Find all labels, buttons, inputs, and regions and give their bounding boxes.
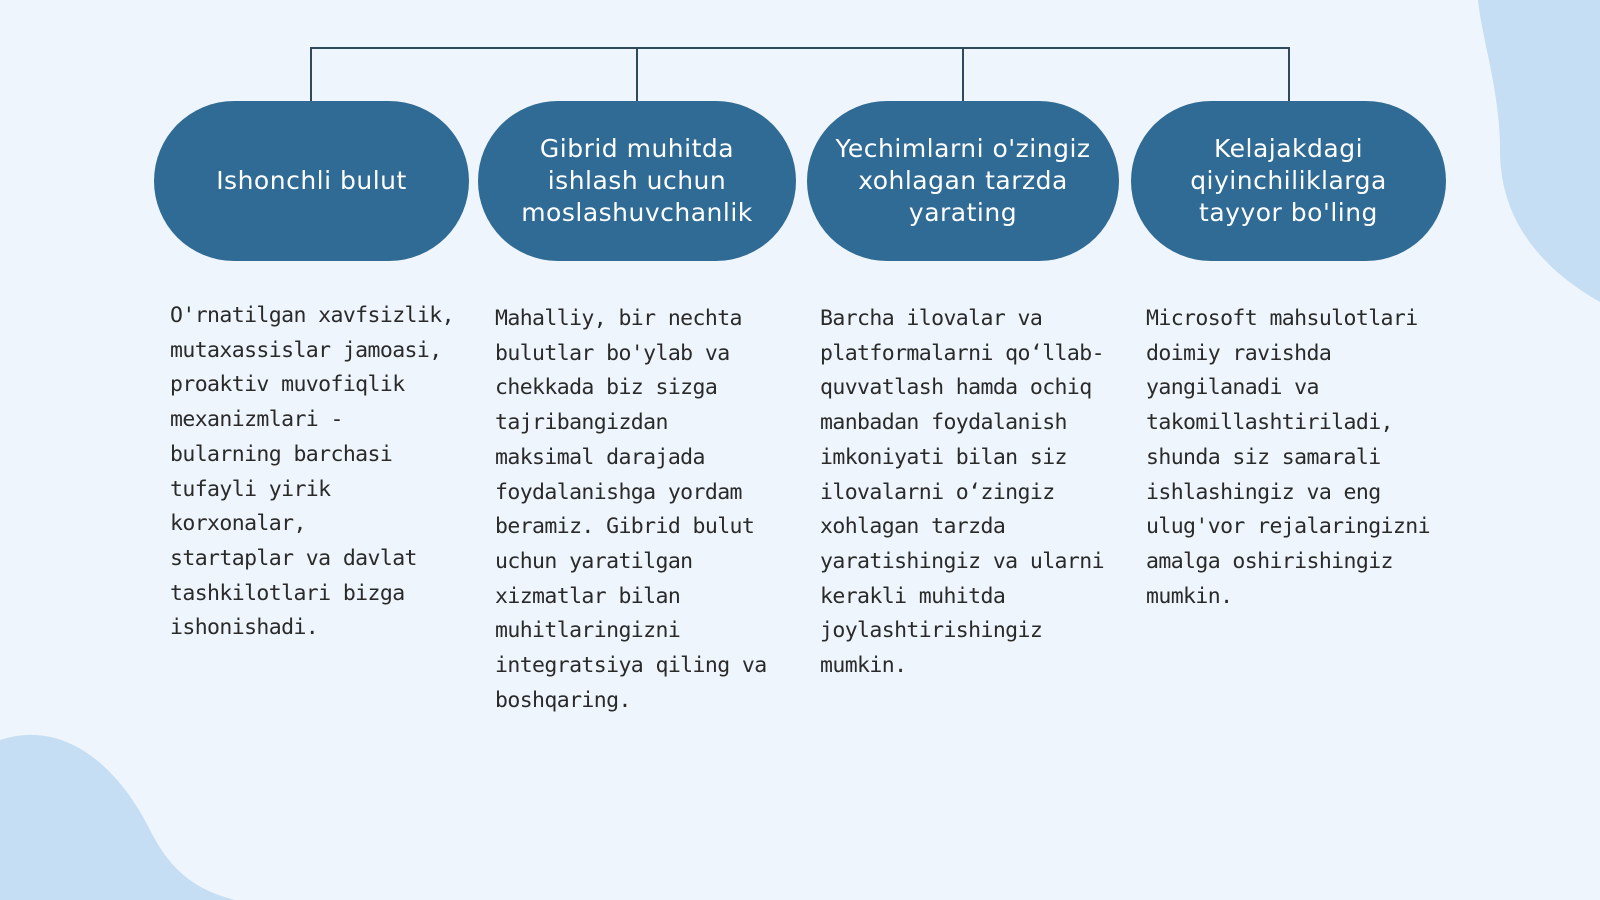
description-hybrid-flexibility: Mahalliy, bir nechta bulutlar bo'ylab va chekkada biz sizga tajribangizdan maksimal darajada foydalanishga yordam beramiz. Gibrid bulut uchun yaratilgan xizmatlar bilan muhitlaringizni integratsiya qiling va boshqaring. <box>495 306 767 713</box>
description-trusted-cloud: O'rnatilgan xavfsizlik, mutaxassislar jamoasi, proaktiv muvofiqlik mexanizmlari - bularning barchasi tufayli yirik korxonalar, startaplar va davlat tashkilotlari bizga ishonishadi. <box>170 303 454 641</box>
pill-title: Gibrid muhitda ishlash uchun moslashuvchanlik <box>521 134 753 227</box>
pill-build-your-way <box>807 101 1119 261</box>
pill-title: Ishonchli bulut <box>216 166 407 195</box>
pill-title: Yechimlarni o'zingiz xohlagan tarzda yarating <box>835 134 1091 227</box>
pill-hybrid-flexibility <box>478 101 796 261</box>
pill-trusted-cloud <box>154 101 469 261</box>
pill-future-ready <box>1131 101 1446 261</box>
description-future-ready: Microsoft mahsulotlari doimiy ravishda yangilanadi va takomillashtiriladi, shunda siz samarali ishlashingiz va eng ulug'vor rejalaringizni amalga oshirishingiz mumkin. <box>1146 306 1430 609</box>
description-build-your-way: Barcha ilovalar va platformalarni qo‘llab- quvvatlash hamda ochiq manbadan foydalanish imkoniyati bilan siz ilovalarni o‘zingiz xohlagan tarzda yaratishingiz va ularni kerakli muhitda joylashtirishingiz mumkin. <box>820 306 1104 679</box>
pill-title: Kelajakdagi qiyinchiliklarga tayyor bo'ling <box>1190 134 1387 227</box>
